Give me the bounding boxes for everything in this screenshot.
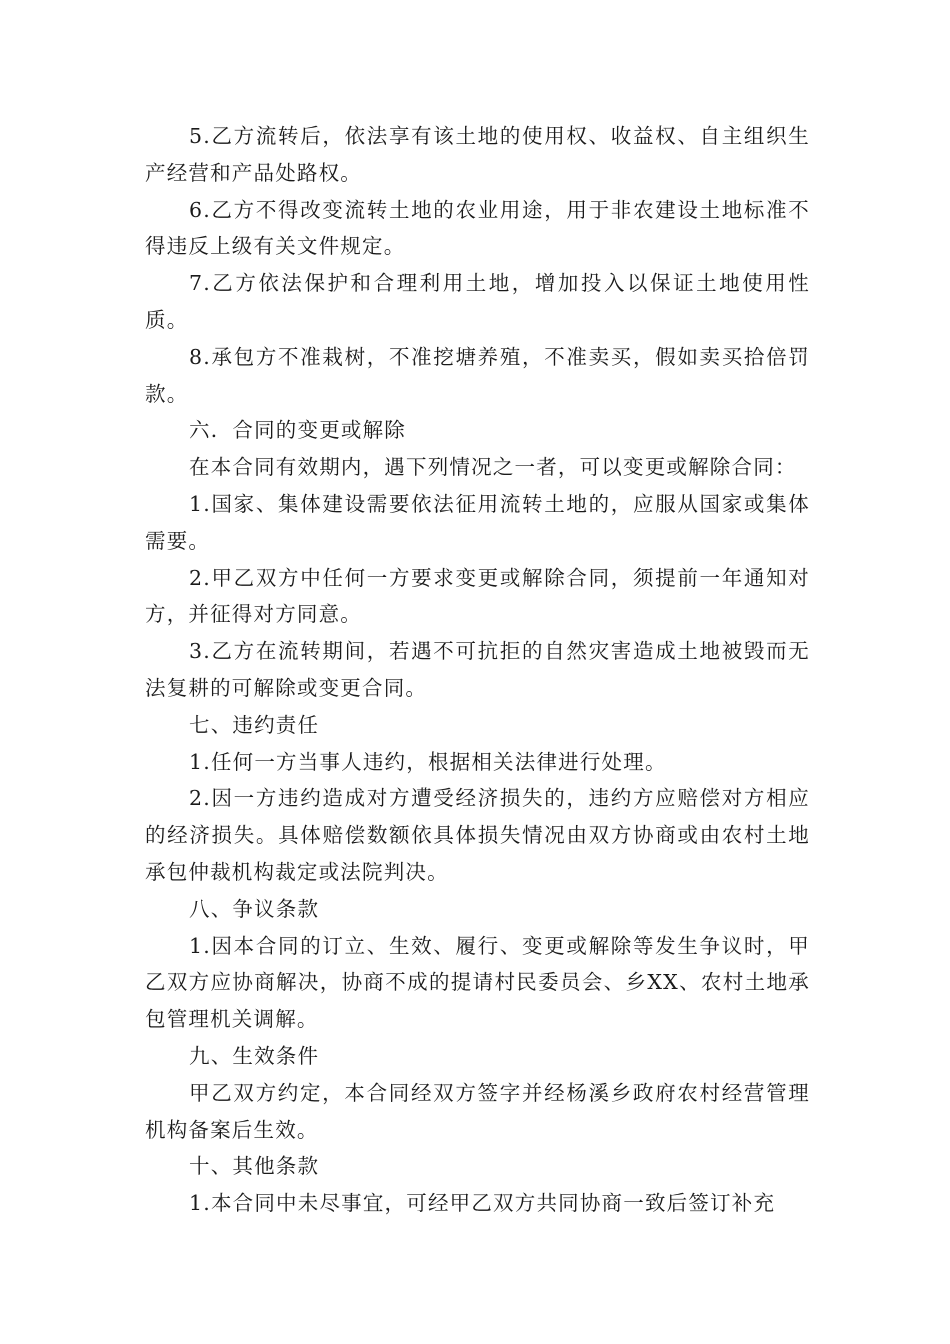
change-termination-intro: 在本合同有效期内，遇下列情况之一者，可以变更或解除合同：: [189, 455, 797, 480]
section-heading-dispute: 八、争议条款: [189, 896, 320, 921]
other-terms-item-1: 1.本合同中未尽事宜，可经甲乙双方共同协商一致后签订补充: [189, 1191, 776, 1216]
clause-8-prohibitions: 8.承包方不准栽树，不准挖塘养殖，不准卖买，假如卖买拾倍罚款。: [145, 344, 810, 406]
document-body: [145, 118, 810, 1222]
clause-5-use-rights: 5.乙方流转后，依法享有该土地的使用权、收益权、自主组织生产经营和产品处路权。: [145, 124, 810, 185]
effective-conditions-text: 甲乙双方约定，本合同经双方签字并经杨溪乡政府农村经营管理机构备案后生效。: [145, 1080, 810, 1142]
clause-7-land-protection: 7.乙方依法保护和合理利用土地，增加投入以保证土地使用性质。: [145, 271, 810, 332]
breach-item-1: 1.任何一方当事人违约，根据相关法律进行处理。: [189, 749, 667, 774]
section-heading-breach-liability: 七、违约责任: [189, 712, 320, 737]
change-item-3: 3.乙方在流转期间，若遇不可抗拒的自然灾害造成土地被毁而无法复耕的可解除或变更合同。: [145, 639, 810, 700]
breach-item-2: 2.因一方违约造成对方遭受经济损失的，违约方应赔偿对方相应的经济损失。具体赔偿数额依具体损失情况由双方协商或由农村土地承包仲裁机构裁定或法院判决。: [145, 786, 810, 884]
section-heading-change-termination: 六．合同的变更或解除: [189, 418, 406, 443]
dispute-item-1: 1.因本合同的订立、生效、履行、变更或解除等发生争议时，甲乙双方应协商解决，协商不成的提请村民委员会、乡XX、农村土地承包管理机关调解。: [145, 933, 810, 1032]
section-heading-effective-conditions: 九、生效条件: [189, 1043, 320, 1068]
clause-6-agricultural-use: 6.乙方不得改变流转土地的农业用途，用于非农建设土地标准不得违反上级有关文件规定。: [145, 197, 810, 259]
section-heading-other-terms: 十、其他条款: [189, 1154, 320, 1179]
change-item-1: 1.国家、集体建设需要依法征用流转土地的，应服从国家或集体需要。: [145, 491, 810, 553]
change-item-2: 2.甲乙双方中任何一方要求变更或解除合同，须提前一年通知对方，并征得对方同意。: [145, 565, 810, 627]
